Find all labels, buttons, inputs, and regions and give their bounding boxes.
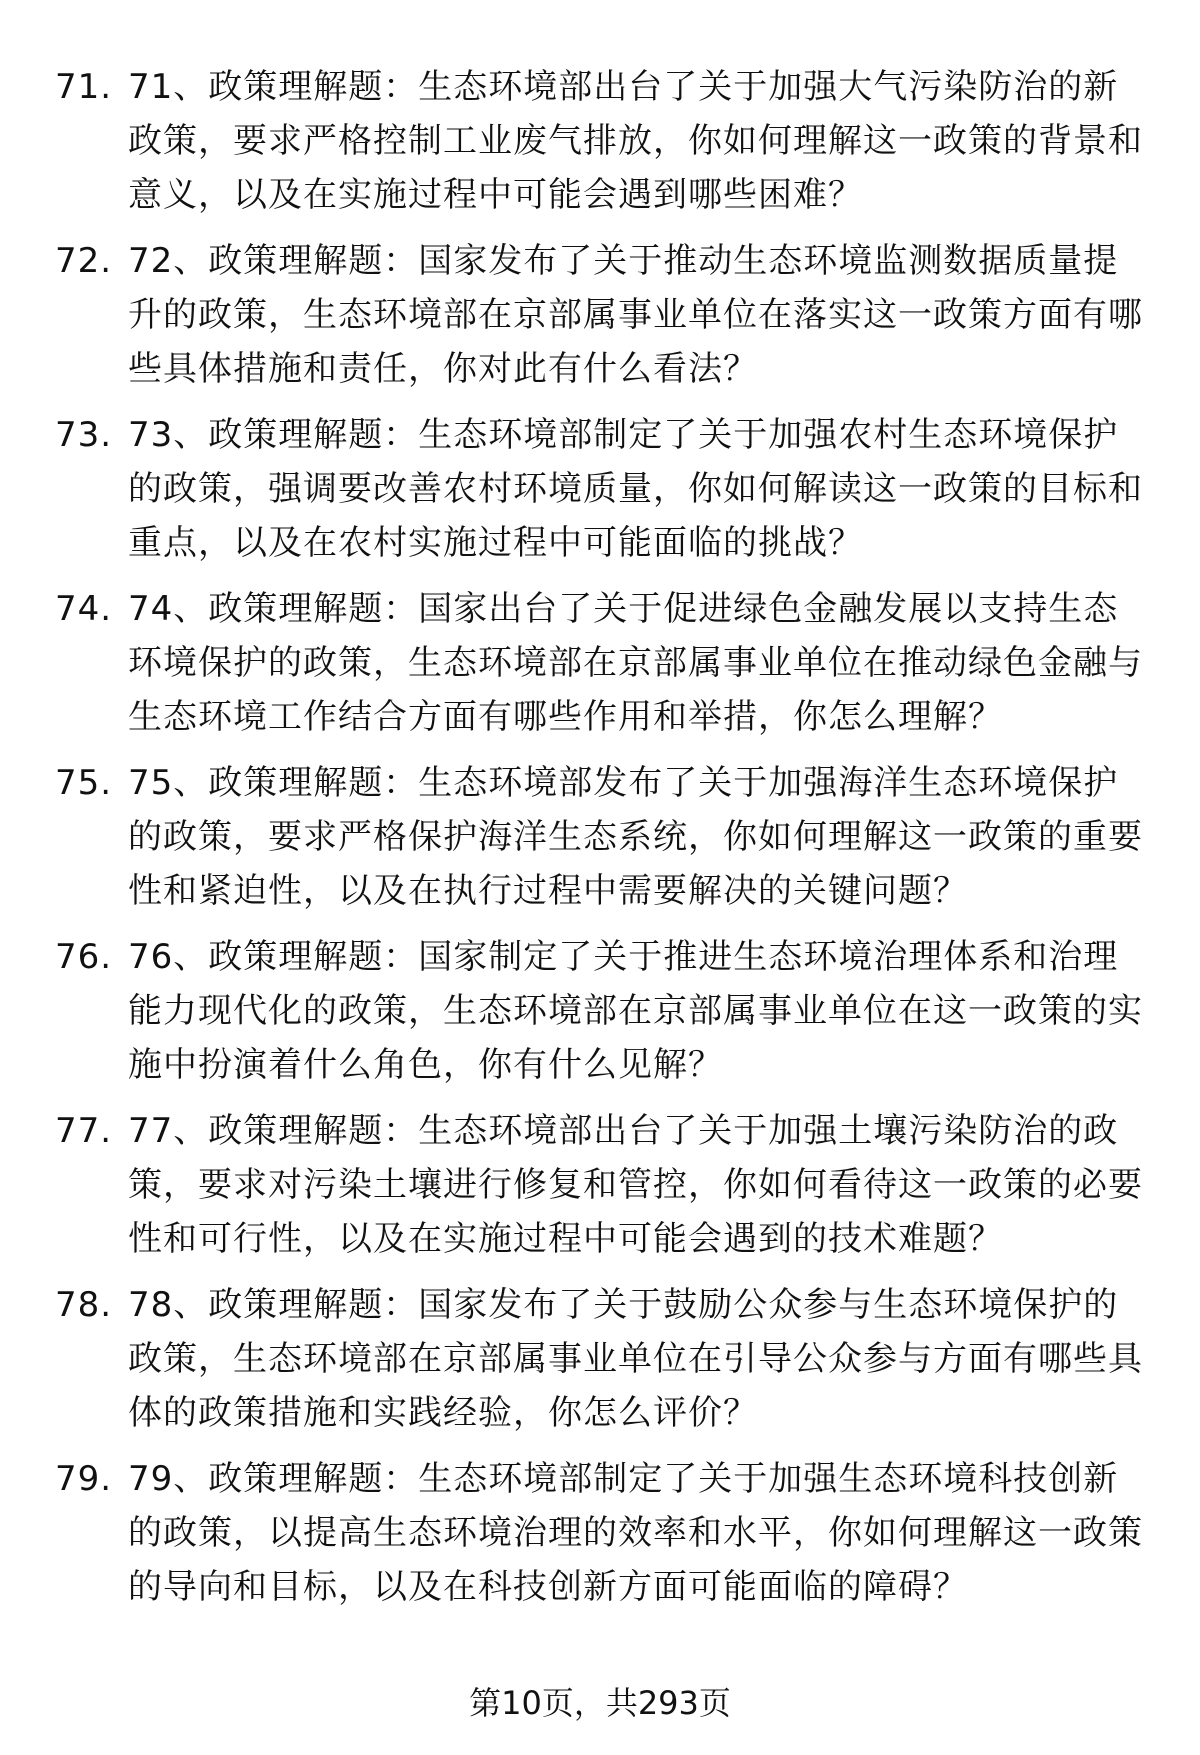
question-item — [0, 234, 1200, 408]
question-text: 75、政策理解题：生态环境部发布了关于加强海洋生态环境保护的政策，要求严格保护海洋生态系统，你如何理解这一政策的重要性和紧迫性，以及在执行过程中需要解决的关键问题？ — [128, 763, 1143, 911]
question-text: 77、政策理解题：生态环境部出台了关于加强土壤污染防治的政策，要求对污染土壤进行修复和管控，你如何看待这一政策的必要性和可行性，以及在实施过程中可能会遇到的技术难题？ — [128, 1111, 1143, 1259]
question-number: 75. — [55, 763, 113, 803]
question-number: 73. — [55, 415, 113, 455]
question-list — [0, 60, 1200, 1626]
question-text: 79、政策理解题：生态环境部制定了关于加强生态环境科技创新的政策，以提高生态环境治理的效率和水平，你如何理解这一政策的导向和目标，以及在科技创新方面可能面临的障碍？ — [128, 1459, 1143, 1607]
question-text: 74、政策理解题：国家出台了关于促进绿色金融发展以支持生态环境保护的政策，生态环境部在京部属事业单位在推动绿色金融与生态环境工作结合方面有哪些作用和举措，你怎么理解？ — [128, 589, 1143, 737]
question-item — [0, 408, 1200, 582]
question-item — [0, 1104, 1200, 1278]
question-item — [0, 60, 1200, 234]
question-number: 77. — [55, 1111, 113, 1151]
question-text: 71、政策理解题：生态环境部出台了关于加强大气污染防治的新政策，要求严格控制工业废气排放，你如何理解这一政策的背景和意义，以及在实施过程中可能会遇到哪些困难？ — [128, 67, 1143, 215]
question-item — [0, 756, 1200, 930]
page-footer: 第10页，共293页 — [469, 1684, 731, 1722]
question-item — [0, 1278, 1200, 1452]
question-item — [0, 930, 1200, 1104]
question-text: 76、政策理解题：国家制定了关于推进生态环境治理体系和治理能力现代化的政策，生态环境部在京部属事业单位在这一政策的实施中扮演着什么角色，你有什么见解？ — [128, 937, 1143, 1085]
question-number: 79. — [55, 1459, 113, 1499]
question-text: 78、政策理解题：国家发布了关于鼓励公众参与生态环境保护的政策，生态环境部在京部属事业单位在引导公众参与方面有哪些具体的政策措施和实践经验，你怎么评价？ — [128, 1285, 1143, 1433]
question-number: 76. — [55, 937, 113, 977]
question-number: 71. — [55, 67, 113, 107]
question-item — [0, 582, 1200, 756]
question-number: 74. — [55, 589, 113, 629]
question-number: 72. — [55, 241, 113, 281]
question-text: 73、政策理解题：生态环境部制定了关于加强农村生态环境保护的政策，强调要改善农村环境质量，你如何解读这一政策的目标和重点，以及在农村实施过程中可能面临的挑战？ — [128, 415, 1143, 563]
question-text: 72、政策理解题：国家发布了关于推动生态环境监测数据质量提升的政策，生态环境部在京部属事业单位在落实这一政策方面有哪些具体措施和责任，你对此有什么看法？ — [128, 241, 1143, 389]
question-number: 78. — [55, 1285, 113, 1325]
question-item — [0, 1452, 1200, 1626]
